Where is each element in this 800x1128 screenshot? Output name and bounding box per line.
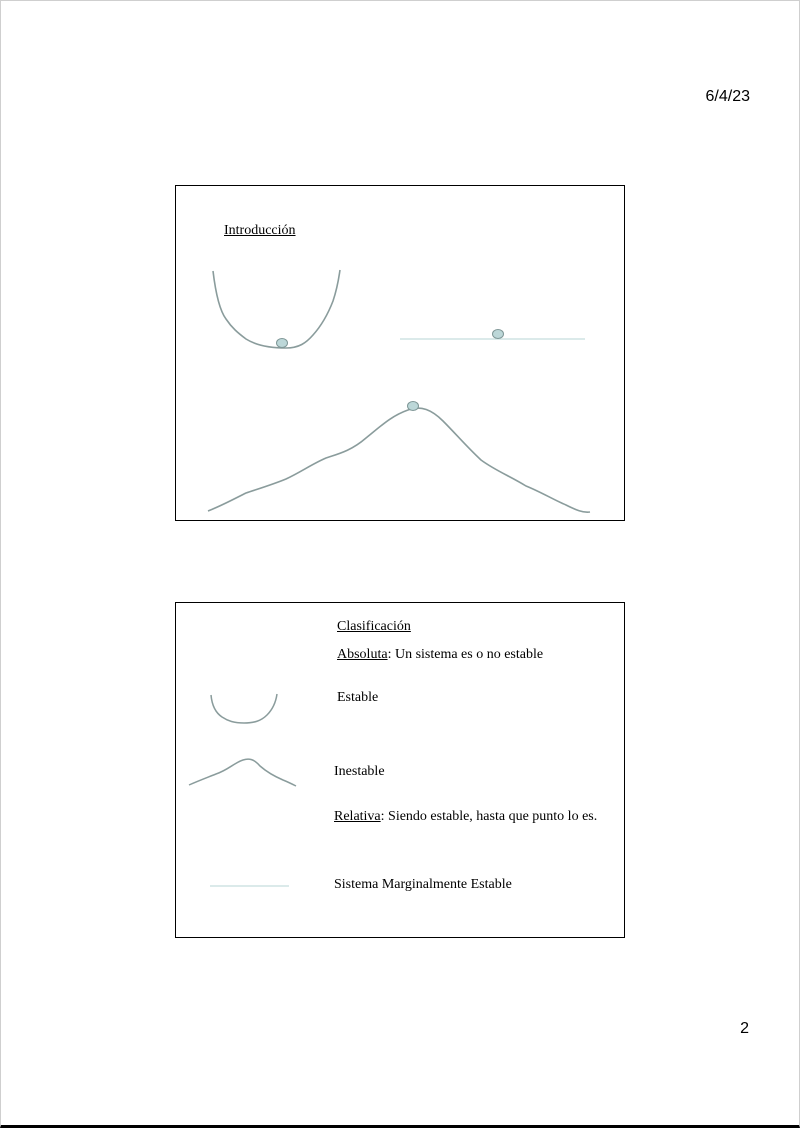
slide-clasificacion [175,602,625,938]
absolute-definition [337,647,543,663]
unstable-label: Inestable [334,764,385,779]
hill-curve [208,408,590,512]
ball-on-hill [408,402,419,411]
slide-title: Introducción [224,223,296,238]
slide-title: Clasificación [337,619,411,634]
absolute-text: : Un sistema es o no estable [387,647,544,662]
unstable-icon [189,759,296,786]
stable-icon [211,694,277,723]
relative-definition [334,809,597,825]
marginal-label: Sistema Marginalmente Estable [334,877,512,892]
relative-label: Relativa [334,809,381,824]
relative-text: : Siendo estable, hasta que punto lo es. [380,809,598,824]
stable-label: Estable [337,690,379,705]
absolute-label: Absoluta [337,647,388,662]
ball-in-valley [277,339,288,348]
ball-on-flat [493,330,504,339]
slide-introduccion [175,185,625,521]
page-date: 6/4/23 [705,88,750,105]
page-number: 2 [740,1020,749,1037]
valley-curve [213,270,340,348]
